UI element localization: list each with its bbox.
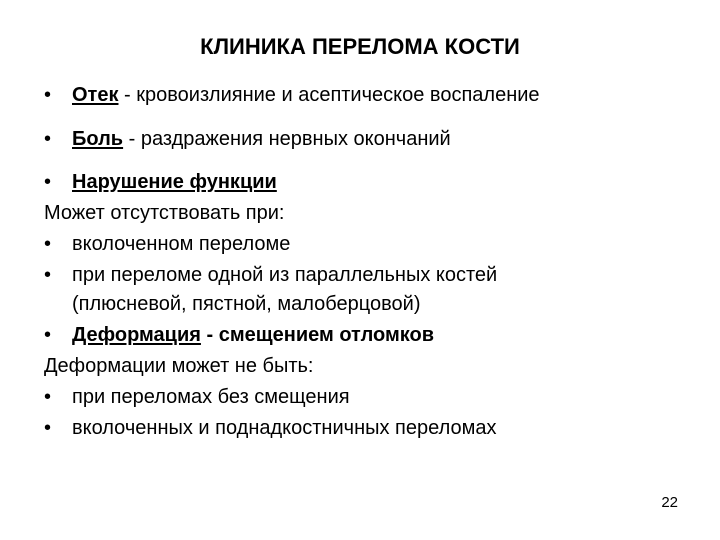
term-dysfunction: Нарушение функции xyxy=(72,171,277,193)
bullet-marker: • xyxy=(44,128,52,150)
bullet-marker: • xyxy=(44,84,52,106)
bullet-marker: • xyxy=(44,386,52,408)
bullet-marker: • xyxy=(44,171,52,193)
term-pain: Боль xyxy=(72,128,124,150)
page-number: 22 xyxy=(661,494,678,511)
absent-intro: Может отсутствовать при: xyxy=(44,202,285,224)
slide-title: КЛИНИКА ПЕРЕЛОМА КОСТИ xyxy=(200,34,520,59)
bullet-pain xyxy=(44,127,451,151)
bullet-dysfunction xyxy=(44,170,277,194)
edema-description: - кровоизлияние и асептическое воспаление xyxy=(118,84,540,106)
bullet-marker: • xyxy=(44,264,52,286)
bullet-edema xyxy=(44,83,540,107)
term-deformity: Деформация xyxy=(72,324,201,346)
deformity-item-no-displacement-text: при переломах без смещения xyxy=(72,386,350,408)
absent-item-impacted-text: вколоченном переломе xyxy=(72,233,291,255)
deformity-description: - смещением отломков xyxy=(200,324,435,346)
term-edema: Отек xyxy=(72,84,119,106)
deformity-item-impacted xyxy=(44,416,496,440)
bullet-deformity xyxy=(44,323,434,347)
bullet-marker: • xyxy=(44,417,52,439)
absent-item-parallel-continuation: (плюсневой, пястной, малоберцовой) xyxy=(72,293,421,315)
deformity-item-impacted-text: вколоченных и поднадкостничных переломах xyxy=(72,417,497,439)
bullet-marker: • xyxy=(44,233,52,255)
absent-item-parallel-text: при переломе одной из параллельных костей xyxy=(72,264,498,286)
deformity-intro: Деформации может не быть: xyxy=(44,355,314,377)
pain-description: - раздражения нервных окончаний xyxy=(123,128,451,150)
bullet-marker: • xyxy=(44,324,52,346)
deformity-item-no-displacement xyxy=(44,385,350,409)
absent-item-impacted xyxy=(44,232,290,256)
absent-item-parallel xyxy=(44,263,497,287)
